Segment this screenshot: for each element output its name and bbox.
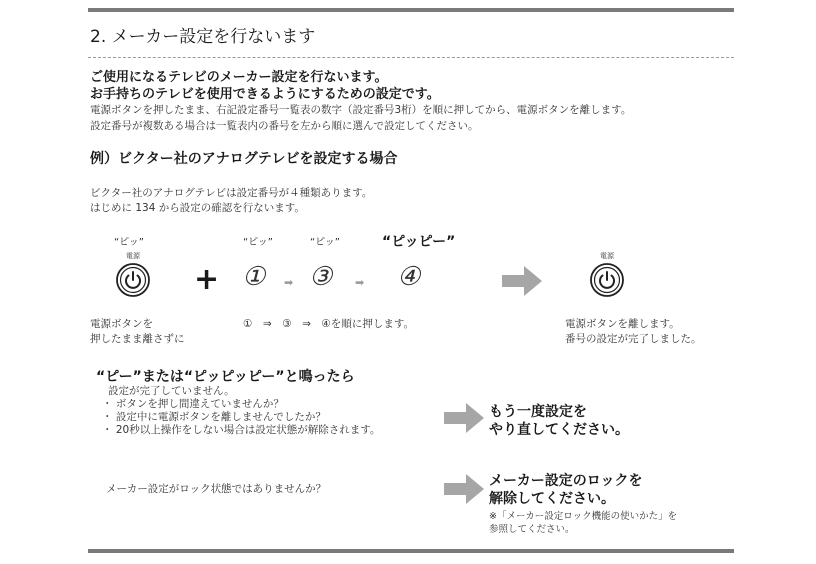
unlock-note-2: 参照してください。 [489, 524, 575, 535]
digit-1-button[interactable]: ① [242, 262, 266, 292]
sequence-caption: ① ⇒ ③ ⇒ ④を順に押します。 [243, 318, 414, 330]
failure-line: ・ 20秒以上操作をしない場合は設定状態が解除されます。 [102, 424, 381, 436]
arrow-right-icon: ➡ [284, 276, 294, 289]
failure-line: ・ 設定中に電源ボタンを離しませんでしたか？ [102, 411, 326, 423]
power-label-left: 電源 [126, 252, 140, 260]
digit-4-button[interactable]: ④ [397, 262, 421, 292]
example-line-2: はじめに 134 から設定の確認を行ないます。 [90, 202, 305, 214]
digit-3-button[interactable]: ③ [309, 262, 333, 292]
beep-label-4: “ピッピー” [382, 234, 456, 250]
instruction-line-2: 設定番号が複数ある場合は一覧表内の番号を左から順に選んで設定してください。 [90, 120, 479, 132]
plus-sign: + [194, 262, 220, 297]
beep-label-3: “ピッ” [310, 237, 340, 248]
failure-line: ・ ボタンを押し間違えていませんか？ [102, 398, 284, 410]
right-caption-2: 番号の設定が完了しました。 [565, 333, 702, 345]
beep-label-power: “ピッ” [114, 237, 144, 248]
example-line-1: ビクター社のアナログテレビは設定番号が４種類あります。 [90, 187, 373, 199]
unlock-note-1: ※「メーカー設定ロック機能の使いかた」を [489, 511, 678, 522]
lock-question: メーカー設定がロック状態ではありませんか？ [106, 483, 327, 495]
power-button-left[interactable] [115, 262, 151, 302]
section-title: 2. メーカー設定を行ないます [90, 27, 316, 47]
big-arrow-icon [502, 266, 542, 300]
power-icon [589, 262, 625, 298]
failure-list [102, 385, 381, 437]
right-caption-1: 電源ボタンを離します。 [565, 318, 680, 330]
beep-label-1: “ピッ” [243, 237, 273, 248]
power-button-right[interactable] [589, 262, 625, 302]
left-caption-2: 押したまま離さずに [90, 333, 185, 345]
power-icon [115, 262, 151, 298]
big-arrow-icon [444, 403, 484, 437]
failure-heading: “ピー”または“ピッピッピー”と鳴ったら [96, 369, 355, 385]
failure-line: 設定が完了していません。 [108, 385, 235, 397]
arrow-right-icon: ➡ [355, 276, 365, 289]
unlock-line-2: 解除してください。 [489, 491, 615, 507]
left-caption-1: 電源ボタンを [90, 318, 153, 330]
instruction-line-1: 電源ボタンを押したまま、右記設定番号一覧表の数字（設定番号3桁）を順に押してから、電源ボタンを離します。 [90, 104, 632, 116]
example-title: 例）ビクター社のアナログテレビを設定する場合 [90, 151, 398, 167]
bottom-rule [88, 549, 734, 553]
lead-line-2: お手持ちのテレビを使用できるようにするための設定です。 [90, 87, 440, 102]
power-label-right: 電源 [600, 252, 614, 260]
retry-line-1: もう一度設定を [489, 404, 587, 420]
retry-line-2: やり直してください。 [489, 422, 629, 438]
dashed-divider [88, 57, 734, 58]
lead-line-1: ご使用になるテレビのメーカー設定を行ないます。 [90, 70, 388, 85]
big-arrow-icon [444, 474, 484, 508]
unlock-line-1: メーカー設定のロックを [489, 473, 643, 489]
top-rule [88, 8, 734, 12]
